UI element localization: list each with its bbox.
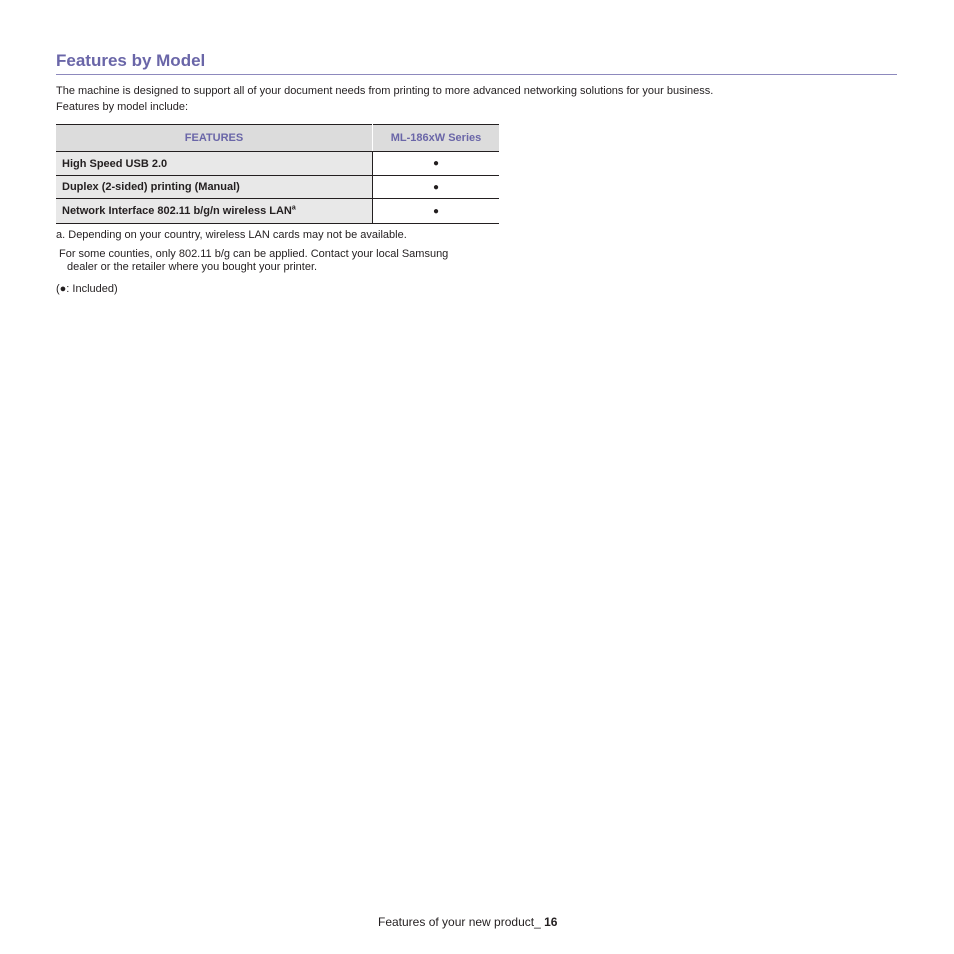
- footer-section: Features of your new product_: [378, 915, 541, 929]
- included-mark: ●: [373, 176, 500, 199]
- footnote-a-text: Depending on your country, wireless LAN cards may not be available.: [68, 229, 407, 241]
- table-header-row: [56, 125, 499, 152]
- footnote-note-line-1: For some counties, only 802.11 b/g can be applied. Contact your local Samsung: [59, 248, 449, 260]
- header-model: ML-186xW Series: [373, 125, 500, 152]
- feature-name: [56, 199, 373, 224]
- page-footer: [378, 914, 557, 930]
- feature-name: [56, 152, 373, 176]
- table-row: [56, 199, 499, 224]
- title-underline: [56, 74, 897, 75]
- footnote-a: [56, 229, 407, 242]
- legend-included: (●: Included): [56, 283, 118, 295]
- page-number: 16: [544, 915, 558, 929]
- feature-label: High Speed USB 2.0: [62, 157, 168, 170]
- header-features: FEATURES: [56, 125, 373, 152]
- features-table: [56, 124, 499, 224]
- section-title: Features by Model: [56, 51, 206, 70]
- feature-label: Network Interface 802.11 b/g/n wireless LAN: [62, 205, 292, 217]
- intro-line-1: The machine is designed to support all of your document needs from printing to more advanced networking solutions for your business.: [56, 85, 714, 97]
- footnote-a-label: a.: [56, 229, 66, 241]
- included-mark: ●: [373, 152, 500, 176]
- feature-name: [56, 176, 373, 199]
- table-row: [56, 176, 499, 199]
- table-row: [56, 152, 499, 176]
- intro-line-2: Features by model include:: [56, 101, 189, 113]
- footnote-note-line-2: dealer or the retailer where you bought your printer.: [67, 261, 318, 273]
- footnote-note: [59, 248, 499, 274]
- footnote-marker: a: [291, 204, 296, 212]
- feature-label: Duplex (2-sided) printing (Manual): [62, 181, 240, 193]
- included-mark: ●: [373, 199, 500, 224]
- intro-text: [56, 83, 713, 115]
